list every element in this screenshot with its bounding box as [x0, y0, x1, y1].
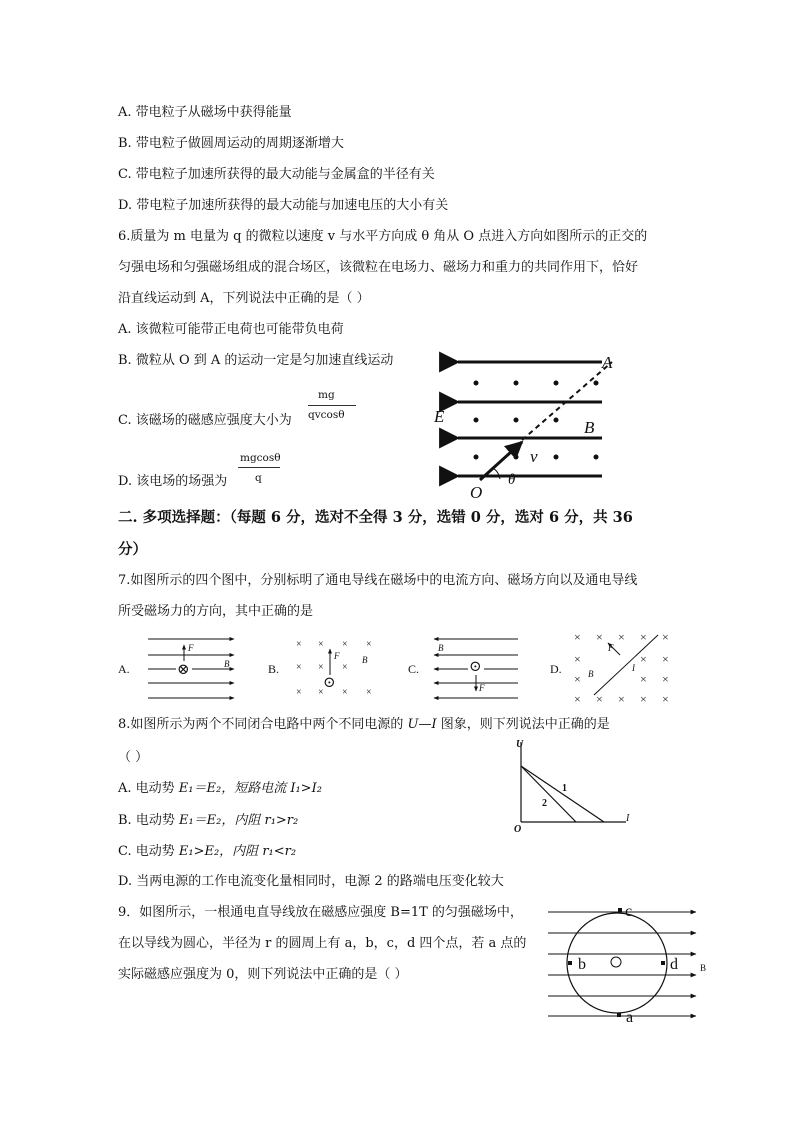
q6-stem-line-2: 匀强电场和匀强磁场组成的混合场区，该微粒在电场力、磁场力和重力的共同作用下，恰好	[118, 260, 639, 275]
q6-option-d: D. 该电场的场强为	[118, 474, 228, 489]
q9-point-c-label: c	[625, 903, 633, 920]
b-field-label: B	[584, 418, 595, 437]
q5-option-a: A. 带电粒子从磁场中获得能量	[118, 105, 292, 120]
q7-figure-b-label: B.	[268, 662, 280, 676]
q8-option-d: D. 当两电源的工作电流变化量相同时，电源 2 的路端电压变化较大	[118, 874, 504, 889]
q8-origin-label: O	[514, 824, 522, 835]
theta-label: θ	[508, 472, 516, 488]
q9-stem-line-2: 在以导线为圆心，半径为 r 的圆周上有 a，b，c，d 四个点，若 a 点的	[118, 936, 527, 951]
q8-stem-suffix: 图象，则下列说法中正确的是	[436, 717, 610, 732]
q5-option-d: D. 带电粒子加速所获得的最大动能与加速电压的大小有关	[118, 198, 449, 213]
q8-axis-i-label: I	[626, 813, 630, 824]
q7-a-field-label: B	[224, 659, 230, 669]
q7-figure-c	[408, 639, 518, 698]
q7-stem-line-2: 所受磁场力的方向，其中正确的是	[118, 604, 314, 619]
q6-option-d-fraction-bar	[238, 467, 280, 468]
q8-stem-ui: U—I	[407, 717, 437, 732]
q7-figure-a	[118, 639, 234, 698]
svg-text:×: ×	[574, 630, 581, 644]
svg-text:×: ×	[366, 639, 372, 650]
q5-option-c: C. 带电粒子加速所获得的最大动能与金属盒的半径有关	[118, 167, 435, 182]
q7-figure-d-label: D.	[550, 662, 562, 676]
q8-answer-paren: （ ）	[118, 750, 149, 765]
svg-text:×: ×	[296, 662, 302, 673]
svg-text:×: ×	[640, 630, 647, 644]
q7-stem-line-1: 7.如图所示的四个图中，分别标明了通电导线在磁场中的电流方向、磁场方向以及通电导线	[118, 573, 638, 588]
q6-option-d-numerator: mgcosθ	[240, 452, 281, 464]
q8-option-a: A. 电动势 E₁＝E₂，短路电流 I₁>I₂	[118, 781, 322, 796]
svg-text:×: ×	[640, 672, 647, 686]
svg-text:×: ×	[342, 687, 348, 698]
q8-option-c: C. 电动势 E₁>E₂，内阻 r₁<r₂	[118, 844, 297, 859]
svg-text:×: ×	[662, 692, 669, 706]
svg-text:×: ×	[318, 687, 324, 698]
q7-c-force-label: F	[479, 683, 485, 693]
q9-point-b-label: b	[578, 956, 586, 973]
svg-text:×: ×	[662, 672, 669, 686]
q7-b-force-label: F	[334, 651, 340, 661]
svg-text:×: ×	[296, 687, 302, 698]
svg-text:×: ×	[574, 672, 581, 686]
q6-option-b: B. 微粒从 O 到 A 的运动一定是匀加速直线运动	[118, 353, 394, 368]
svg-text:×: ×	[574, 652, 581, 666]
svg-text:×: ×	[596, 630, 603, 644]
q8-line-2	[521, 766, 576, 822]
svg-text:×: ×	[618, 630, 625, 644]
q7-b-current-symbol: ⊙	[323, 675, 336, 691]
svg-text:×: ×	[318, 639, 324, 650]
q6-option-c-numerator: mg	[318, 389, 335, 401]
q8-ui-graph	[508, 736, 638, 836]
q8-line-1-label: 1	[562, 783, 567, 794]
q5-option-b: B. 带电粒子做圆周运动的周期逐渐增大	[118, 136, 344, 151]
q7-d-field-label: B	[588, 669, 594, 679]
velocity-label: v	[530, 447, 538, 466]
q7-c-field-label: B	[438, 643, 444, 653]
q6-option-a: A. 该微粒可能带正电荷也可能带负电荷	[118, 322, 344, 337]
q9-point-a-label: a	[626, 1009, 634, 1026]
q6-field-diagram	[430, 352, 630, 502]
q7-c-current-symbol: ⊙	[469, 659, 482, 675]
q8-stem-prefix: 8.如图所示为两个不同闭合电路中两个不同电源的	[118, 717, 408, 732]
q7-d-force-label: F	[608, 643, 614, 653]
velocity-arrow	[480, 442, 522, 480]
e-field-label: E	[434, 407, 445, 426]
q9-stem-line-1: 9．如图所示，一根通电直导线放在磁感应强度 B=1T 的匀强磁场中，	[118, 905, 523, 920]
q8-line-2-label: 2	[542, 798, 547, 809]
q8-line-1	[521, 766, 604, 822]
q6-stem-line-3: 沿直线运动到 A，下列说法中正确的是（ ）	[118, 291, 370, 306]
q8-axis-u-label: U	[516, 739, 524, 750]
section-2-header-line-1: 二. 多项选择题：（每题 6 分，选对不全得 3 分，选错 0 分，选对 6 分，共 36	[118, 509, 633, 526]
svg-text:×: ×	[640, 652, 647, 666]
q7-a-force-label: F	[188, 643, 194, 653]
svg-text:×: ×	[342, 639, 348, 650]
q6-option-d-denominator: q	[255, 472, 262, 484]
q7-figure-a-label: A.	[118, 662, 130, 676]
q7-figure-c-label: C.	[408, 662, 420, 676]
svg-text:×: ×	[618, 692, 625, 706]
svg-text:×: ×	[366, 687, 372, 698]
svg-text:×: ×	[318, 662, 324, 673]
origin-o-label: O	[470, 483, 483, 502]
q7-a-current-symbol: ⊗	[177, 662, 190, 678]
svg-text:×: ×	[296, 639, 302, 650]
q9-stem-line-3: 实际磁感应强度为 0，则下列说法中正确的是（ ）	[118, 967, 408, 982]
q8-option-b: B. 电动势 E₁＝E₂，内阻 r₁>r₂	[118, 813, 299, 828]
q6-option-c-fraction-bar	[308, 405, 356, 406]
svg-text:×: ×	[662, 630, 669, 644]
svg-text:×: ×	[342, 662, 348, 673]
q9-wire	[611, 957, 621, 967]
q8-stem	[118, 716, 610, 734]
svg-text:×: ×	[574, 692, 581, 706]
svg-text:×: ×	[596, 692, 603, 706]
q6-stem-line-1: 6.质量为 m 电量为 q 的微粒以速度 v 与水平方向成 θ 角从 O 点进入方向如图所示的正交的	[118, 229, 648, 244]
point-a-label: A	[602, 353, 613, 372]
svg-text:×: ×	[640, 692, 647, 706]
q7-b-field-label: B	[362, 655, 368, 665]
q7-figure-d	[550, 630, 669, 706]
q9-point-d-label: d	[670, 956, 678, 973]
q6-option-c-denominator: qvcosθ	[308, 409, 345, 421]
q7-figures	[116, 630, 676, 706]
q7-d-current-label: I	[632, 663, 635, 673]
svg-text:×: ×	[662, 652, 669, 666]
q9-field-label: B	[700, 963, 707, 973]
q6-option-c: C. 该磁场的磁感应强度大小为	[118, 413, 292, 428]
q7-figure-b	[268, 639, 372, 698]
q9-field-circle-diagram	[548, 904, 718, 1024]
section-2-header-line-2: 分）	[118, 541, 147, 558]
